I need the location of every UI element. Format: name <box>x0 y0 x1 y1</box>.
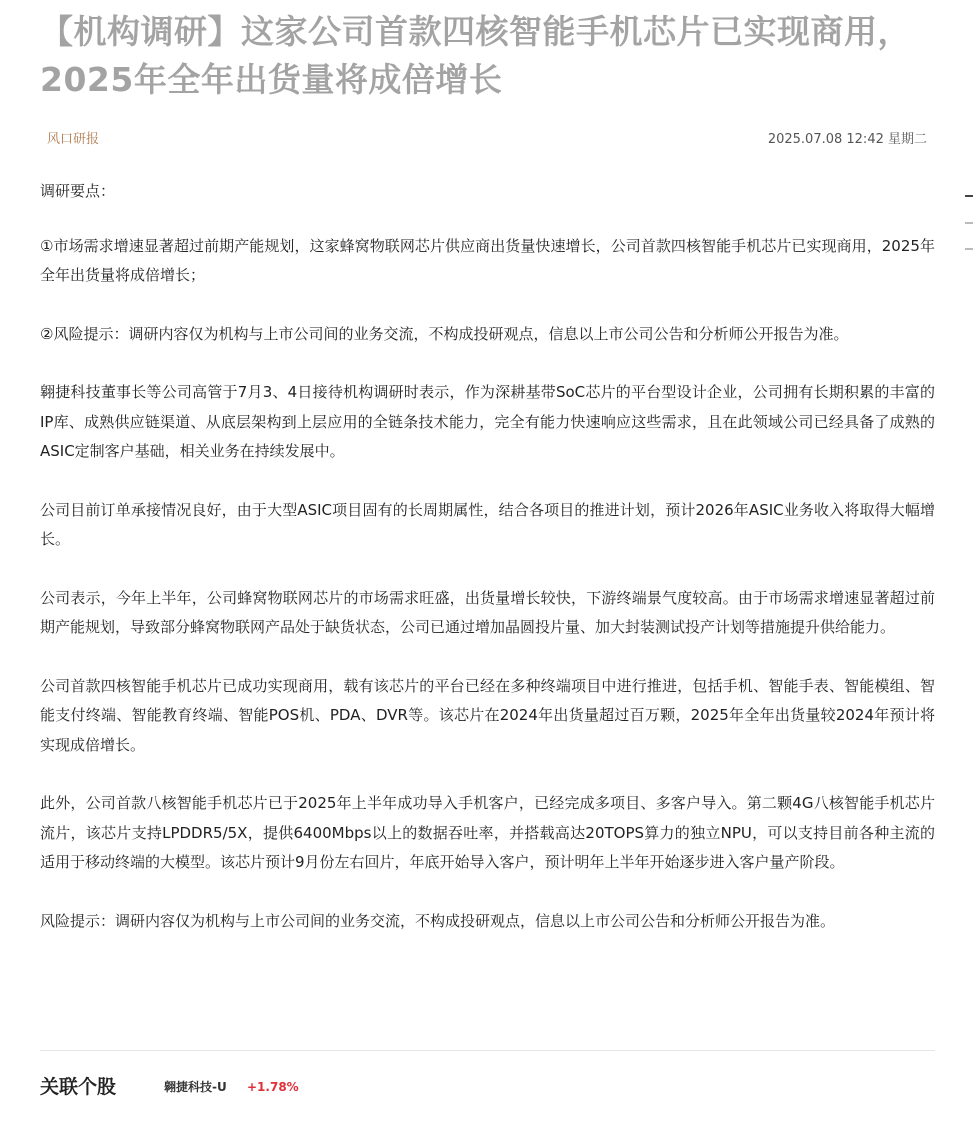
paragraph-key-point-1: ①市场需求增速显著超过前期产能规划，这家蜂窝物联网芯片供应商出货量快速增长，公司首款四核智能手机芯片已实现商用，2025年全年出货量将成倍增长； <box>40 236 935 284</box>
article-datetime: 2025.07.08 12:42 星期二 <box>767 132 927 147</box>
paragraph-octa-core-chip: 此外，公司首款八核智能手机芯片已于2025年上半年成功导入手机客户，已经完成多项目、多客户导入。第二颗4G八核智能手机芯片流片，该芯片支持LPDDR5/5X，提供6400Mbps以上的数据吞吐率，并搭载高达20TOPS算力的独立NPU，可以支持目前各种主流的适用于移动终端的大模型。该芯片预计9月份左右回片，年底开始导入客户，预计明年上半年开始逐步进入客户量产阶段。 <box>40 794 935 871</box>
paragraph-risk-notice: 风险提示：调研内容仅为机构与上市公司间的业务交流，不构成投研观点，信息以上市公司公告和分析师公开报告为准。 <box>40 911 836 930</box>
scroll-edge-marker <box>965 195 973 197</box>
scroll-edge-marker-light <box>965 222 973 224</box>
related-stock-change: +1.78% <box>247 1080 299 1094</box>
paragraph-quad-core-chip: 公司首款四核智能手机芯片已成功实现商用，载有该芯片的平台已经在多种终端项目中进行推进，包括手机、智能手表、智能模组、智能支付终端、智能教育终端、智能POS机、PDA、DVR等。该芯片在2024年出货量超过百万颗，2025年全年出货量较2024年预计将实现成倍增长。 <box>40 676 935 754</box>
scroll-edge-marker-light-2 <box>965 248 973 250</box>
section-divider <box>40 1050 935 1051</box>
related-stock-name[interactable]: 翱捷科技-U <box>164 1080 227 1094</box>
paragraph-orders: 公司目前订单承接情况良好，由于大型ASIC项目固有的长周期属性，结合各项目的推进计划，预计2026年ASIC业务收入将取得大幅增长。 <box>40 500 935 548</box>
related-stocks <box>40 1072 640 1102</box>
paragraph-management-remarks: 翱捷科技董事长等公司高管于7月3、4日接待机构调研时表示，作为深耕基带SoC芯片的平台型设计企业，公司拥有长期积累的丰富的IP库、成熟供应链渠道、从底层架构到上层应用的全链条技术能力，完全有能力快速响应这些需求，且在此领域公司已经具备了成熟的ASIC定制客户基础，相关业务在持续发展中。 <box>40 383 935 460</box>
paragraph-key-points-heading: 调研要点： <box>40 182 116 200</box>
related-stocks-label: 关联个股 <box>40 1076 117 1098</box>
article-body <box>40 177 935 965</box>
paragraph-iot-demand: 公司表示，今年上半年，公司蜂窝物联网芯片的市场需求旺盛，出货量增长较快，下游终端景气度较高。由于市场需求增速显著超过前期产能规划，导致部分蜂窝物联网产品处于缺货状态，公司已通过增加晶圆投片量、加大封装测试投产计划等措施提升供给能力。 <box>40 588 935 636</box>
article-meta <box>40 130 927 150</box>
paragraph-key-point-risk: ②风险提示：调研内容仅为机构与上市公司间的业务交流，不构成投研观点，信息以上市公司公告和分析师公开报告为准。 <box>40 324 849 343</box>
article-source[interactable]: 风口研报 <box>47 132 100 147</box>
article-title: 【机构调研】这家公司首款四核智能手机芯片已实现商用，2025年全年出货量将成倍增长 <box>40 12 911 99</box>
